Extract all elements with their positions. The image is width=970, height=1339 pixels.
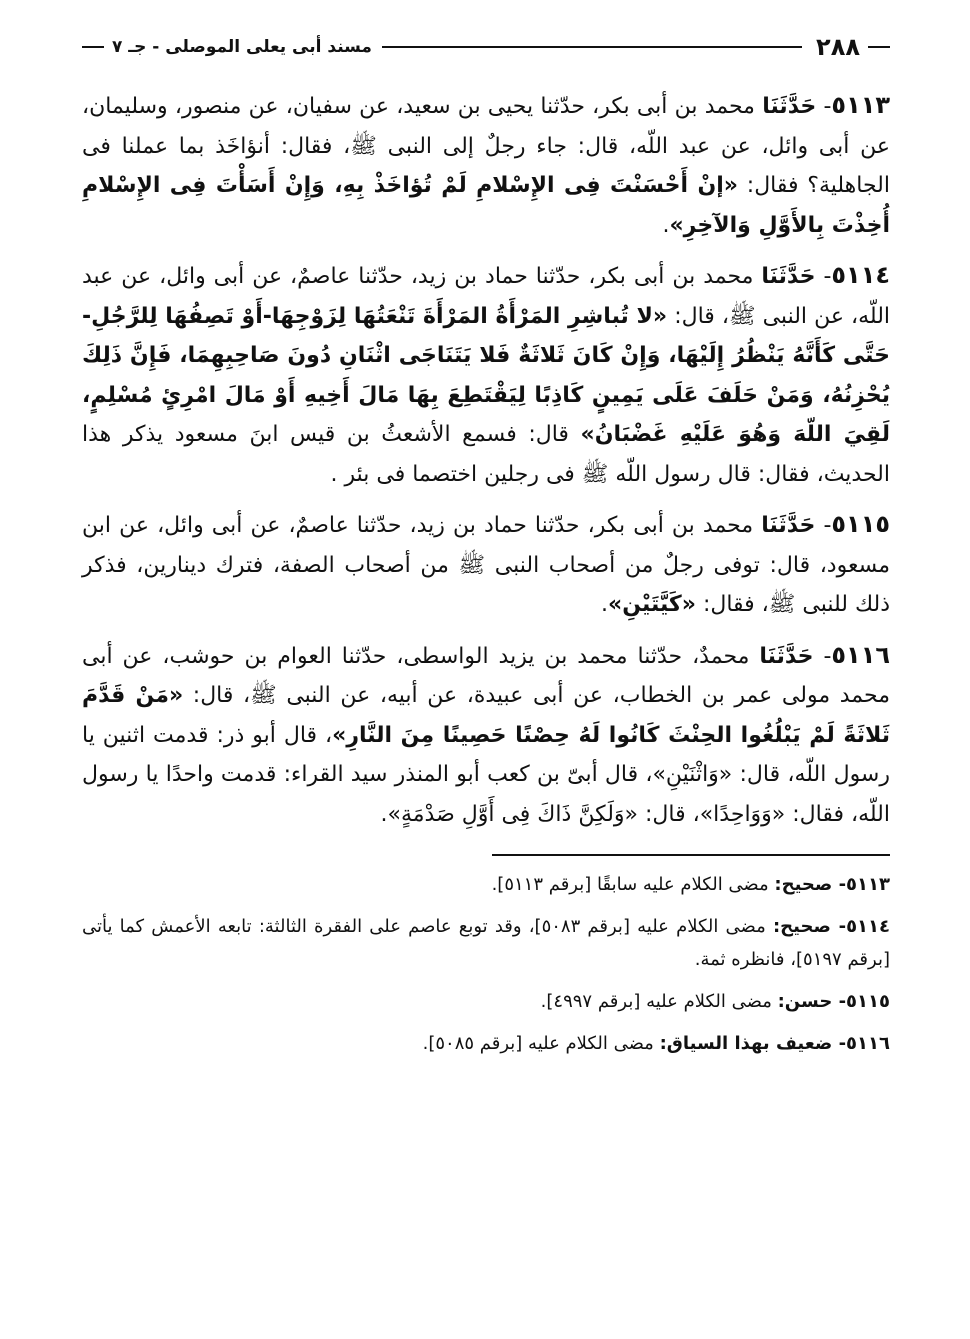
hadith-after: قال: فسمع الأشعثُ بن قيس ابنَ مسعود يذكر هذا الحديث، فقال: قال رسول اللّه ﷺ فى رجلين اختصما فى بئر . [82, 422, 890, 487]
hadith-isnad: محمد بن أبى بكر، حدّثنا حماد بن زيد، حدّثنا عاصمٌ، عن أبى وائل، عن ابن مسعود، قال: توفى رجلٌ من أصحاب النبى ﷺ من أصحاب الصفة، فترك دينارين، فذكر ذلك للنبى ﷺ، فقال: [82, 513, 890, 617]
hadith-dash: - [815, 513, 832, 538]
hadith-matn: «مَنْ قَدَّمَ ثَلاثَةً لَمْ يَبْلُغُوا الحِنْثَ كَانُوا لَهُ حِصْنًا حَصِينًا مِنَ النَّارِ» [82, 683, 890, 748]
footnote-5114 [82, 910, 890, 976]
footnote-grade: حسن: [777, 991, 833, 1012]
hadith-after: . [662, 212, 670, 238]
hadith-isnad: محمد بن أبى بكر، حدّثنا يحيى بن سعيد، عن سفيان، عن منصور، وسليمان، عن أبى وائل، عن عبد اللّه، قال: جاء رجلٌ إلى النبى ﷺ، فقال: أنؤاخَذ بما عملنا فى الجاهلية؟ فقال: [82, 94, 890, 198]
footnote-number: ٥١١٤ [846, 916, 891, 937]
footnote-separator [492, 854, 890, 856]
footnotes [82, 868, 890, 1060]
hadith-lead: حَدَّثَنَا [762, 94, 817, 119]
footnote-number: ٥١١٥ [846, 991, 890, 1012]
footnote-grade: صحيح: [774, 874, 833, 895]
footnote-number: ٥١١٦ [846, 1033, 890, 1054]
header-rule-lead [868, 46, 890, 48]
hadith-lead: حَدَّثَنَا [761, 264, 816, 289]
hadith-after: ، قال أبو ذر: قدمت اثنين يا رسول اللّه، قال: «وَاثْنَيْنِ»، قال أبىّ بن كعب أبو المنذر سيد القراء: قدمت واحدًا يا رسول اللّه، فقال: «وَوَاحِدًا»، قال: «وَلَكِنَّ ذَاكَ فِى أَوَّلِ صَدْمَةٍ». [82, 722, 890, 827]
hadith-matn: «كَيَّتَيْنِ» [607, 592, 696, 617]
hadith-isnad: محمدٌ، حدّثنا محمد بن يزيد الواسطى، حدّثنا العوام بن حوشب، عن أبى محمد مولى عمر بن الخطاب، عن أبى عبيدة، عن أبيه، عن النبى ﷺ، قال: [82, 643, 890, 708]
book-page [82, 30, 890, 1069]
hadith-matn: «لا تُباشِرِ المَرْأَةُ المَرْأَةَ تَنْعَتُهَا لِزَوْجِهَا-أَوْ تَصِفُهَا لِلرَّجُلِ- حَتَّى كَأَنَّهُ يَنْظُرُ إِلَيْهَا، وَإِنْ كَانَ ثَلاثَةٌ فَلا يَتَنَاجَى اثْنَانِ دُونَ صَاحِبِهِمَا، فَإِنَّ ذَلِكَ يُحْزِنُهُ، وَمَنْ حَلَفَ عَلَى يَمِينٍ كَاذِبًا لِيَقْتَطِعَ بِهَا مَالَ أَخِيهِ أَوْ مَالَ امْرِئٍ مُسْلِمٍ، لَقِيَ اللّهَ وَهُوَ عَلَيْهِ غَضْبَانُ» [82, 303, 890, 447]
running-header [82, 30, 890, 64]
footnote-dash: - [832, 874, 847, 895]
footnote-dash: - [830, 916, 847, 937]
hadith-number: ٥١١٤ [831, 261, 890, 289]
hadith-5114 [82, 256, 890, 494]
footnote-text: مضى الكلام عليه [برقم ٥٠٨٣]، وقد توبع عاصم على الفقرة الثالثة: تابعه الأعمش كما يأتى [برقم ٥١٩٧]، فانظره ثمة. [82, 916, 890, 970]
hadith-lead: حَدَّثَنَا [759, 643, 814, 669]
hadith-5115 [82, 505, 890, 625]
hadith-isnad: محمد بن أبى بكر، حدّثنا حماد بن زيد، حدّثنا عاصمٌ، عن أبى وائل، عن عبد اللّه، عن النبى ﷺ، قال: [82, 264, 891, 329]
footnote-grade: ضعيف بهذا السياق: [659, 1033, 833, 1054]
footnote-text: مضى الكلام عليه سابقًا [برقم ٥١١٣]. [491, 874, 769, 895]
main-text [82, 86, 890, 834]
hadith-number: ٥١١٣ [831, 91, 891, 119]
header-rule [382, 46, 802, 48]
hadith-after: . [600, 592, 608, 617]
footnote-number: ٥١١٣ [846, 874, 890, 895]
footnote-5116 [82, 1027, 890, 1060]
footnote-5115 [82, 985, 890, 1018]
hadith-dash: - [815, 264, 832, 289]
footnote-dash: - [832, 1033, 847, 1054]
hadith-matn: «إنْ أَحْسَنْتَ فِى الإِسْلامِ لَمْ تُؤاخَذْ بِهِ، وَإِنْ أَسَأْتَ فِى الإِسْلامِ أُخِذْتَ بِالأَوَّلِ وَالآخِرِ» [82, 173, 890, 238]
hadith-lead: حَدَّثَنَا [761, 513, 816, 538]
hadith-number: ٥١١٦ [831, 640, 890, 669]
hadith-5113 [82, 86, 890, 245]
hadith-number: ٥١١٥ [831, 510, 890, 538]
hadith-dash: - [816, 94, 832, 119]
hadith-5116 [82, 636, 890, 835]
header-rule-tail [82, 46, 104, 48]
page-number: ٢٨٨ [816, 33, 860, 61]
footnote-5113 [82, 868, 890, 901]
hadith-dash: - [813, 643, 832, 669]
footnote-text: مضى الكلام عليه [برقم ٤٩٩٧]. [540, 991, 772, 1012]
book-title: مسند أبى يعلى الموصلى - جـ ٧ [112, 37, 372, 57]
footnote-dash: - [832, 991, 847, 1012]
footnote-grade: صحيح: [772, 916, 831, 937]
footnote-text: مضى الكلام عليه [برقم ٥٠٨٥]. [422, 1033, 654, 1054]
